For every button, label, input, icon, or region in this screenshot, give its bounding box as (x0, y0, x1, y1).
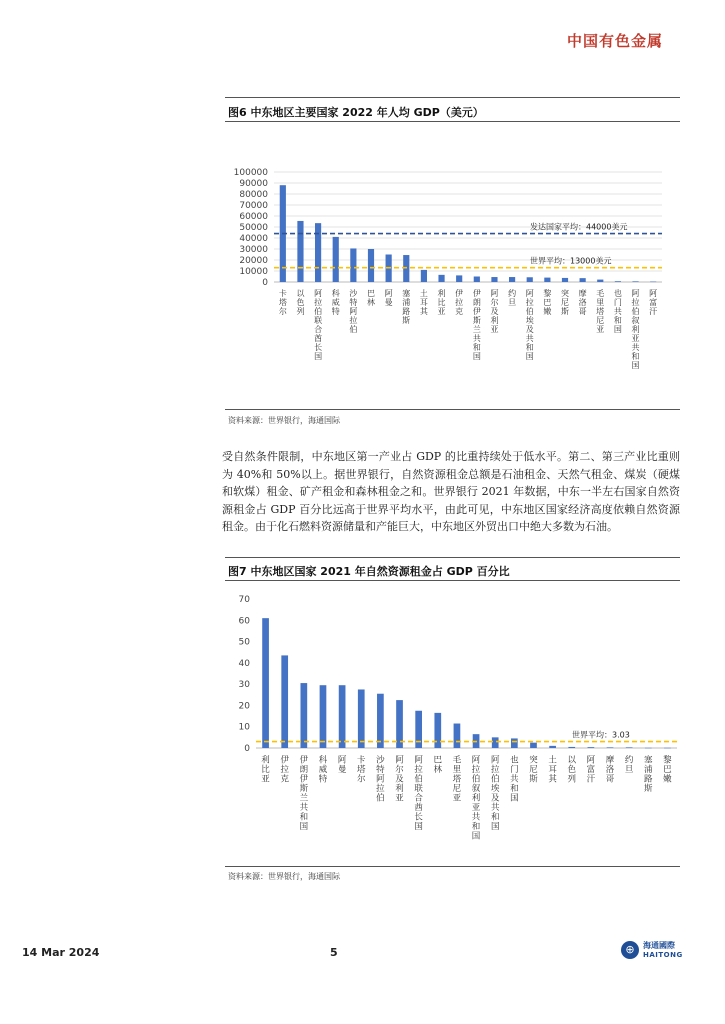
bar (421, 270, 427, 282)
y-tick-label: 20 (238, 701, 250, 712)
figure6-title: 图6 中东地区主要国家 2022 年人均 GDP（美元） (228, 106, 484, 119)
bar (588, 747, 595, 748)
y-tick-label: 0 (262, 278, 268, 288)
page-number: 5 (330, 946, 338, 959)
category-label: 阿拉伯叙利亚共和国 (631, 289, 640, 370)
bar (632, 281, 638, 282)
category-label: 塞浦路斯 (402, 289, 411, 325)
haitong-logo-icon: ⊕ (621, 941, 639, 959)
reference-label: 世界平均：13000美元 (530, 256, 612, 266)
category-label: 也门共和国 (613, 289, 622, 334)
category-label: 利比亚 (261, 755, 270, 785)
category-label: 阿拉伯联合酋长国 (414, 755, 423, 832)
bar (544, 278, 550, 282)
bar (415, 711, 422, 748)
logo-en: HAITONG (643, 951, 683, 959)
category-label: 伊拉克 (280, 755, 289, 785)
header-brand: 中国有色金属 (566, 32, 663, 50)
reference-label: 世界平均：3.03 (572, 730, 630, 740)
category-label: 沙特阿拉伯 (349, 289, 358, 334)
bar (368, 249, 374, 282)
bar (315, 223, 321, 282)
bar (350, 248, 356, 282)
bar (511, 738, 518, 748)
category-label: 突尼斯 (561, 289, 569, 316)
figure6-bottom-rule (225, 409, 680, 410)
category-label: 毛里塔尼亚 (596, 289, 605, 334)
y-tick-label: 80000 (239, 190, 268, 200)
category-label: 科威特 (318, 755, 328, 785)
figure6-title-rule (225, 121, 680, 122)
category-label: 黎巴嫩 (543, 289, 552, 316)
y-tick-label: 40 (238, 658, 250, 669)
y-tick-label: 90000 (239, 179, 268, 189)
category-label: 毛里塔尼亚 (452, 755, 462, 804)
bar (568, 747, 575, 748)
bar (530, 743, 537, 748)
bar (281, 655, 288, 748)
category-label: 阿富汗 (649, 289, 658, 316)
chart-gdp-per-capita (222, 160, 682, 422)
bar (377, 694, 384, 748)
bar (664, 748, 671, 749)
y-tick-label: 70 (238, 595, 250, 605)
category-label: 阿拉伯埃及共和国 (525, 289, 534, 361)
bar (403, 255, 409, 282)
category-label: 阿拉伯埃及共和国 (490, 755, 500, 832)
category-label: 伊朗伊斯兰共和国 (299, 755, 309, 832)
category-label: 科威特 (331, 289, 340, 316)
category-label: 阿曼 (384, 289, 393, 307)
y-tick-label: 50000 (239, 223, 268, 233)
bar (597, 280, 603, 282)
figure7-top-rule (225, 557, 680, 558)
category-label: 黎巴嫩 (663, 755, 672, 785)
category-label: 摩洛哥 (578, 289, 587, 316)
bar (474, 277, 480, 283)
category-label: 巴林 (433, 755, 443, 775)
category-label: 伊拉克 (455, 289, 464, 316)
bar (580, 278, 586, 282)
y-tick-label: 30 (238, 680, 250, 691)
bar (438, 275, 444, 282)
y-tick-label: 50 (238, 637, 250, 648)
bar (509, 277, 515, 282)
category-label: 以色列 (296, 289, 305, 316)
figure7-title: 图7 中东地区国家 2021 年自然资源租金占 GDP 百分比 (228, 565, 510, 578)
bar (358, 689, 365, 748)
category-label: 以色列 (567, 755, 577, 785)
category-label: 卡塔尔 (356, 755, 366, 785)
logo-cn: 海通國際 (643, 941, 675, 950)
reference-label: 发达国家平均：44000美元 (530, 222, 628, 232)
category-label: 阿曼 (337, 755, 347, 775)
category-label: 阿富汗 (586, 755, 596, 785)
bar (607, 747, 614, 748)
haitong-logo (621, 940, 681, 962)
category-label: 阿拉伯联合酋长国 (314, 289, 323, 361)
category-label: 摩洛哥 (605, 755, 615, 785)
category-label: 阿尔及利亚 (395, 755, 404, 804)
bar (434, 713, 441, 748)
bar (320, 685, 327, 748)
category-label: 伊朗伊斯兰共和国 (472, 289, 481, 361)
category-label: 沙特阿拉伯 (376, 755, 385, 804)
bar (300, 683, 307, 748)
category-label: 土耳其 (548, 755, 557, 785)
bar (297, 221, 303, 282)
footer-date: 14 Mar 2024 (22, 946, 100, 959)
figure6-source: 资料来源：世界银行，海通国际 (228, 416, 340, 425)
category-label: 阿尔及利亚 (490, 289, 499, 334)
bar (626, 747, 633, 748)
category-label: 突尼斯 (529, 755, 538, 785)
category-label: 土耳其 (419, 289, 428, 316)
category-label: 巴林 (367, 289, 375, 307)
body-paragraph: 受自然条件限制，中东地区第一产业占 GDP 的比重持续处于低水平。第二、第三产业比重则为 40%和 50%以上。据世界银行，自然资源租金总额是石油租金、天然气租金、煤炭（硬煤和软煤）租金、矿产租金和森林租金之和。世界银行 2021 年数据，中东一半左右国家自然资源租金占 GDP 百分比远高于世界平均水平，由此可见，中东地区国家经济高度依赖自然资源租金。由于化石燃料资源储量和产能巨大，中东地区外贸出口中绝大多数为石油。 (222, 450, 680, 533)
category-label: 约旦 (508, 289, 517, 307)
figure7-source: 资料来源：世界银行，海通国际 (228, 872, 340, 881)
bar (333, 237, 339, 282)
bar (527, 277, 533, 282)
y-tick-label: 70000 (239, 201, 268, 211)
y-tick-label: 60 (238, 616, 250, 627)
y-tick-label: 0 (244, 744, 250, 754)
bar (491, 277, 497, 282)
y-tick-label: 10 (238, 722, 250, 733)
bar (645, 748, 652, 749)
figure7-bottom-rule (225, 866, 680, 867)
category-label: 利比亚 (437, 289, 446, 316)
category-label: 塞浦路斯 (644, 755, 653, 794)
bar (262, 618, 269, 748)
bar (339, 685, 346, 748)
y-tick-label: 20000 (239, 256, 268, 266)
bar (562, 278, 568, 282)
bar (615, 281, 621, 282)
bar (454, 724, 461, 748)
bar (492, 737, 499, 748)
category-label: 阿拉伯叙利亚共和国 (471, 755, 481, 842)
chart-resource-rents (222, 590, 682, 865)
y-tick-label: 100000 (233, 168, 268, 178)
category-label: 卡塔尔 (278, 289, 287, 316)
y-tick-label: 60000 (239, 212, 268, 222)
category-label: 约旦 (624, 755, 634, 775)
figure6-top-rule (225, 97, 680, 98)
bar (456, 275, 462, 282)
figure7-title-rule (225, 580, 680, 581)
category-label: 也门共和国 (510, 755, 519, 804)
bar (549, 746, 556, 748)
y-tick-label: 40000 (239, 234, 268, 244)
y-tick-label: 10000 (239, 267, 268, 277)
bar (650, 282, 656, 283)
y-tick-label: 30000 (239, 245, 268, 255)
